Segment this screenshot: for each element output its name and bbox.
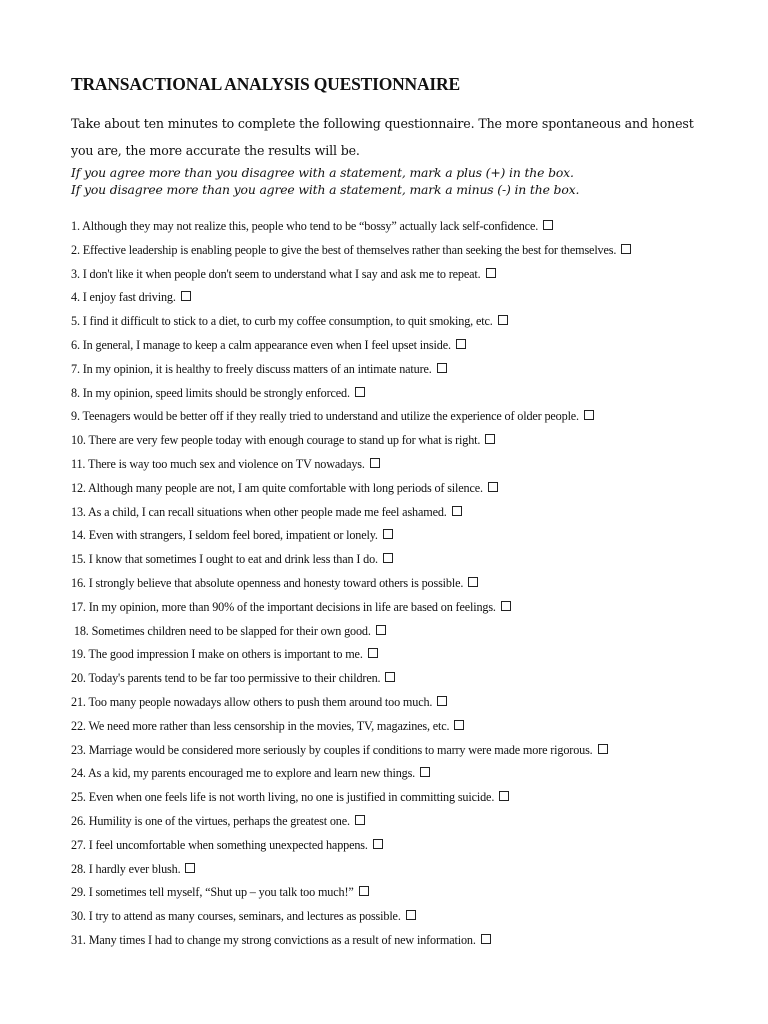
instruction-agree: If you agree more than you disagree with a statement, mark a plus (+) in the box. [71,165,574,180]
question-item [71,881,711,905]
question-number: 1. [71,219,80,233]
answer-checkbox[interactable] [383,553,393,563]
question-item [71,382,711,406]
question-text: I enjoy fast driving. [82,290,176,305]
question-text: I know that sometimes I ought to eat and drink less than I do. [88,552,378,567]
question-text: Even when one feels life is not worth living, no one is justified in committing suicide. [88,790,495,805]
question-text: I sometimes tell myself, “Shut up – you talk too much!” [88,885,354,900]
question-text: Teenagers would be better off if they really tried to understand and utilize the experience of older people. [82,409,579,424]
question-item [71,691,711,715]
questionnaire-page [71,72,711,953]
answer-checkbox[interactable] [420,767,430,777]
answer-checkbox[interactable] [406,910,416,920]
question-number: 22. [71,718,86,733]
answer-checkbox[interactable] [584,410,594,420]
question-number: 14. [71,528,86,543]
question-item [71,429,711,453]
question-item [71,477,711,501]
question-text: We need more rather than less censorship in the movies, TV, magazines, etc. [88,718,450,733]
intro-paragraph: Take about ten minutes to complete the following questionnaire. The more spontaneous and honest you are, the more accurate the results will be. [71,116,694,158]
question-item [71,643,711,667]
question-number: 15. [71,552,86,567]
answer-checkbox[interactable] [456,339,466,349]
question-item [71,572,711,596]
question-number: 3. [71,266,80,281]
question-text: There are very few people today with enough courage to stand up for what is right. [88,433,481,448]
question-number: 5. [71,314,80,329]
answer-checkbox[interactable] [355,387,365,397]
question-item [71,620,711,644]
answer-checkbox[interactable] [468,577,478,587]
question-number: 28. [71,861,86,876]
question-number: 25. [71,790,86,805]
page-title: TRANSACTIONAL ANALYSIS QUESTIONNAIRE [71,74,460,94]
question-text: There is way too much sex and violence on TV nowadays. [88,456,365,471]
question-number: 2. [71,242,80,257]
answer-checkbox[interactable] [498,315,508,325]
question-number: 11. [71,456,86,471]
answer-checkbox[interactable] [185,863,195,873]
question-text: I try to attend as many courses, seminars, and lectures as possible. [88,909,401,924]
question-text: I strongly believe that absolute openness and honesty toward others is possible. [88,575,464,590]
question-item [71,905,711,929]
answer-checkbox[interactable] [543,220,553,230]
question-text: As a child, I can recall situations when other people made me feel ashamed. [88,504,447,519]
question-text: Many times I had to change my strong convictions as a result of new information. [88,932,476,947]
answer-checkbox[interactable] [355,815,365,825]
question-number: 27. [71,837,86,852]
question-item [71,762,711,786]
question-text: I hardly ever blush. [88,861,181,876]
answer-checkbox[interactable] [373,839,383,849]
question-text: Effective leadership is enabling people to give the best of themselves rather than seeking the best for themselves. [82,242,617,257]
question-text: In my opinion, more than 90% of the important decisions in life are based on feelings. [88,599,496,614]
question-text: Sometimes children need to be slapped for their own good. [91,623,371,638]
answer-checkbox[interactable] [437,696,447,706]
answer-checkbox[interactable] [385,672,395,682]
question-item [71,239,711,263]
question-list [71,215,711,953]
answer-checkbox[interactable] [486,268,496,278]
answer-checkbox[interactable] [368,648,378,658]
question-text: Marriage would be considered more seriously by couples if conditions to marry were made more rigorous. [88,742,593,757]
question-number: 16. [71,575,86,590]
question-number: 21. [71,694,86,709]
answer-checkbox[interactable] [488,482,498,492]
answer-checkbox[interactable] [376,625,386,635]
question-number: 8. [71,385,80,400]
answer-checkbox[interactable] [485,434,495,444]
question-number: 9. [71,409,80,424]
question-text: Today's parents tend to be far too permissive to their children. [88,671,381,686]
question-number: 18. [73,623,89,638]
question-text: Although many people are not, I am quite comfortable with long periods of silence. [88,480,483,495]
question-item [71,667,711,691]
question-item [71,739,711,763]
question-text: I don't like it when people don't seem to understand what I say and ask me to repeat. [82,266,481,281]
question-item [71,929,711,953]
answer-checkbox[interactable] [481,934,491,944]
question-item [71,286,711,310]
question-item [71,310,711,334]
question-number: 19. [71,647,86,662]
question-text: In my opinion, speed limits should be strongly enforced. [82,385,350,400]
question-text: I feel uncomfortable when something unexpected happens. [88,837,368,852]
answer-checkbox[interactable] [437,363,447,373]
answer-checkbox[interactable] [501,601,511,611]
answer-checkbox[interactable] [621,244,631,254]
question-item [71,215,711,239]
question-number: 13. [71,504,86,519]
question-number: 30. [71,909,86,924]
question-text: In general, I manage to keep a calm appearance even when I feel upset inside. [82,337,451,352]
question-number: 20. [71,671,86,686]
question-number: 29. [71,885,86,900]
question-text: The good impression I make on others is important to me. [88,647,363,662]
question-item [71,405,711,429]
question-item [71,786,711,810]
answer-checkbox[interactable] [452,506,462,516]
answer-checkbox[interactable] [359,886,369,896]
question-item [71,858,711,882]
question-item [71,548,711,572]
question-item [71,334,711,358]
question-text: Humility is one of the virtues, perhaps the greatest one. [88,813,350,828]
answer-checkbox[interactable] [370,458,380,468]
instruction-disagree: If you disagree more than you agree with a statement, mark a minus (-) in the box. [71,182,580,197]
question-text: Too many people nowadays allow others to push them around too much. [88,694,433,709]
question-item [71,715,711,739]
question-text: In my opinion, it is healthy to freely discuss matters of an intimate nature. [82,361,432,376]
question-item [71,501,711,525]
answer-checkbox[interactable] [598,744,608,754]
question-number: 10. [71,433,86,448]
question-text: As a kid, my parents encouraged me to explore and learn new things. [88,766,416,781]
answer-checkbox[interactable] [454,720,464,730]
answer-checkbox[interactable] [181,291,191,301]
question-item [71,453,711,477]
question-item [71,524,711,548]
question-number: 17. [71,599,86,614]
question-item [71,263,711,287]
answer-checkbox[interactable] [383,529,393,539]
question-item [71,810,711,834]
question-item [71,358,711,382]
question-number: 26. [71,813,86,828]
question-number: 6. [71,337,80,352]
question-item [71,834,711,858]
question-text: Although they may not realize this, people who tend to be “bossy” actually lack self-confidence. [82,219,539,233]
answer-checkbox[interactable] [499,791,509,801]
question-number: 7. [71,361,80,376]
question-text: Even with strangers, I seldom feel bored, impatient or lonely. [88,528,378,543]
question-number: 24. [71,766,86,781]
question-number: 23. [71,742,86,757]
question-item [71,596,711,620]
question-text: I find it difficult to stick to a diet, to curb my coffee consumption, to quit smoking, etc. [82,314,493,329]
question-number: 31. [71,932,86,947]
question-number: 4. [71,290,80,305]
question-number: 12. [71,480,86,495]
